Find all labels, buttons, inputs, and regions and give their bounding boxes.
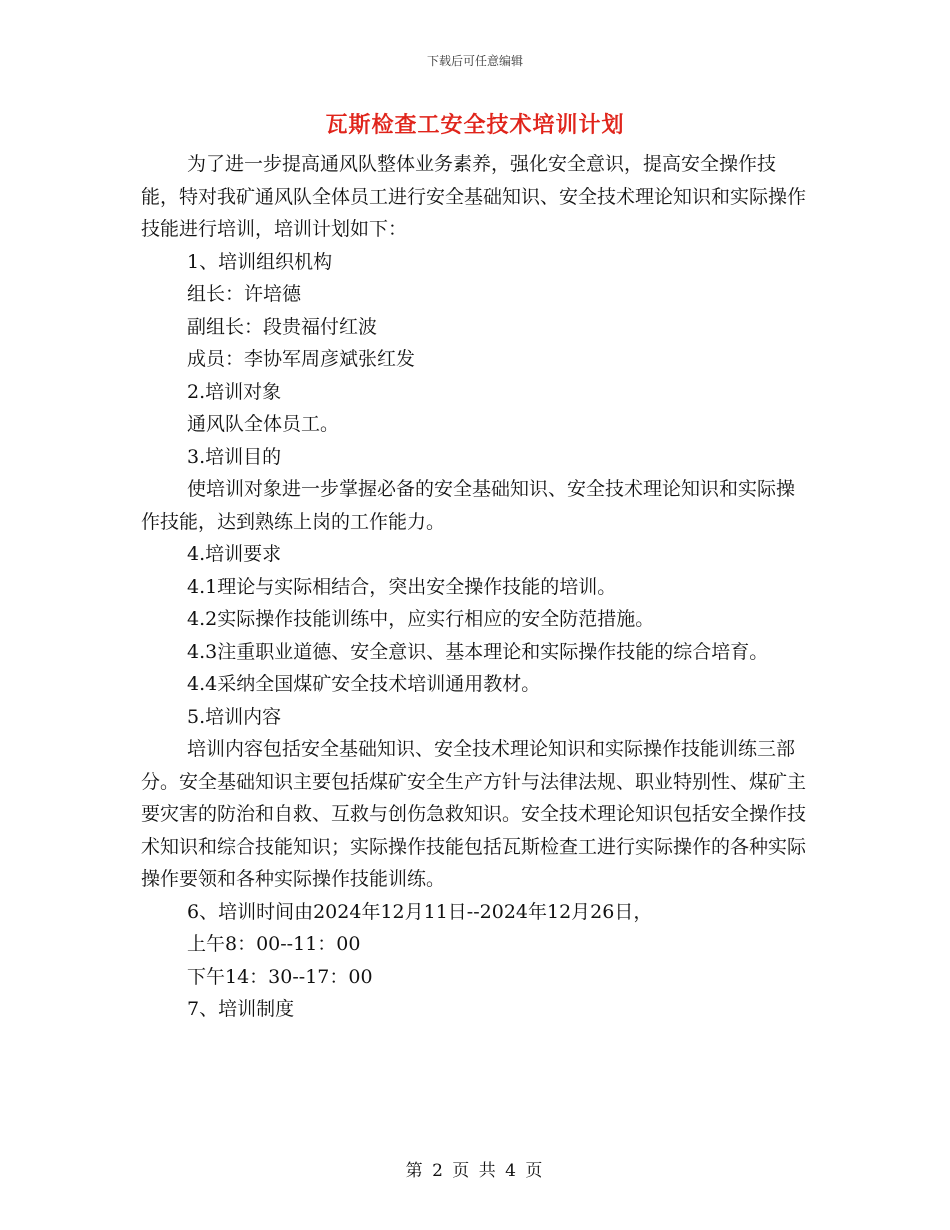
section-4-3: 4.3注重职业道德、安全意识、基本理论和实际操作技能的综合培育。 xyxy=(187,640,769,663)
section-4-heading: 4.培训要求 xyxy=(187,543,282,565)
section-1-members: 成员：李协军周彦斌张红发 xyxy=(187,348,416,370)
section-4-2: 4.2实际操作技能训练中，应实行相应的安全防范措施。 xyxy=(187,608,655,630)
page-number: 第 2 页 共 4 页 xyxy=(405,1161,545,1181)
section-1-leader: 组长：许培德 xyxy=(187,283,302,305)
section-1-deputy: 副组长：段贵福付红波 xyxy=(187,315,378,338)
section-2-body: 通风队全体员工。 xyxy=(187,413,340,435)
section-6-heading: 6、培训时间由2024年12月11日--2024年12月26日， xyxy=(187,900,653,923)
intro-paragraph: 为了进一步提高通风队整体业务素养，强化安全意识，提高安全操作技能，特对我矿通风队全体员工进行安全基础知识、安全技术理论知识和实际操作技能进行培训，培训计划如下： xyxy=(141,153,807,240)
section-6-morning: 上午8：00--11：00 xyxy=(187,933,361,955)
section-4-1: 4.1理论与实际相结合，突出安全操作技能的培训。 xyxy=(187,575,617,598)
document-title: 瓦斯检查工安全技术培训计划 xyxy=(325,112,625,138)
section-5-body: 培训内容包括安全基础知识、安全技术理论知识和实际操作技能训练三部分。安全基础知识主要包括煤矿安全生产方针与法律法规、职业特别性、煤矿主要灾害的防治和自救、互救与创伤急救知识。安全技术理论知识包括安全操作技术知识和综合技能知识；实际操作技能包括瓦斯检查工进行实际操作的各种实际操作要领和各种实际操作技能训练。 xyxy=(141,738,807,890)
section-1-heading: 1、培训组织机构 xyxy=(187,250,333,273)
document-body xyxy=(141,148,811,1026)
section-7-heading: 7、培训制度 xyxy=(187,998,295,1020)
section-3-body: 使培训对象进一步掌握必备的安全基础知识、安全技术理论知识和实际操作技能，达到熟练上岗的工作能力。 xyxy=(141,478,796,533)
section-4-4: 4.4采纳全国煤矿安全技术培训通用教材。 xyxy=(187,673,541,695)
section-2-heading: 2.培训对象 xyxy=(187,380,282,403)
section-5-heading: 5.培训内容 xyxy=(187,705,282,728)
section-6-afternoon: 下午14：30--17：00 xyxy=(187,965,373,988)
section-3-heading: 3.培训目的 xyxy=(187,445,282,468)
page-header-note: 下载后可任意编辑 xyxy=(426,54,523,68)
